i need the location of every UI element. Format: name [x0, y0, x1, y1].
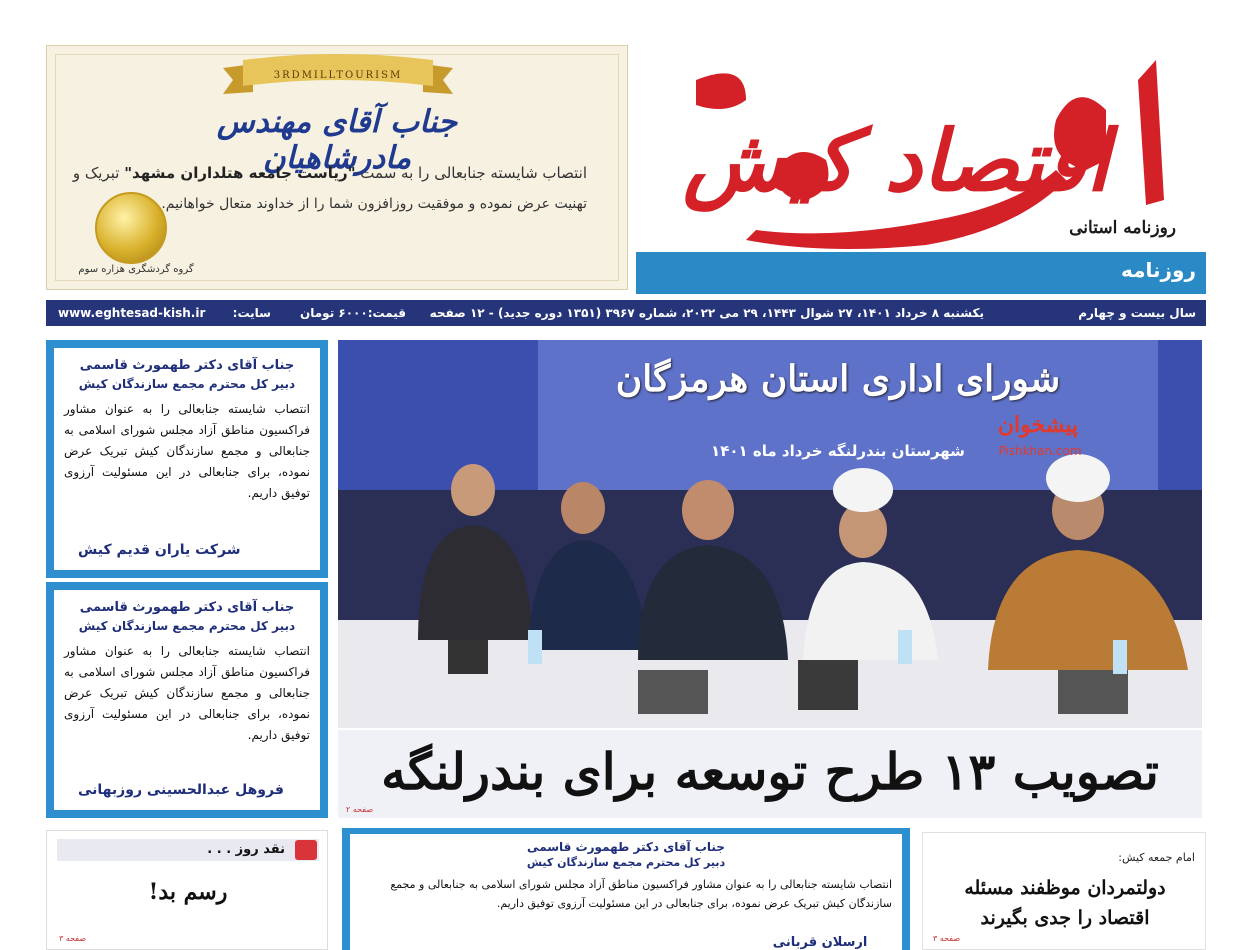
photo-banner-text: شورای اداری استان هرمزگان [615, 358, 1061, 400]
gold-medal-icon [95, 192, 167, 264]
watermark-logo: پیشخوان [997, 412, 1079, 438]
side-ad-2-signature: فروهل عبدالحسینی روزبهانی [78, 782, 284, 798]
side-ad-1-subtitle: دبیر کل محترم مجمع سازندگان کیش [78, 377, 296, 391]
ad-line-1 [67, 164, 587, 182]
issue-info-bar [46, 300, 1206, 326]
imam-headline-line-1: دولتمردان موظفند مسئله [964, 877, 1166, 899]
ad-line-1-pre: انتصاب شایسته جنابعالی را به سمت [360, 164, 587, 182]
imam-headline[interactable] [923, 873, 1207, 933]
imam-page-ref: صفحه ۳ [933, 934, 961, 943]
main-headline[interactable]: تصویب ۱۳ طرح توسعه برای بندرلنگه [338, 728, 1202, 818]
ad-title: جناب آقای مهندس مادرشاهیان [216, 104, 458, 176]
imam-headline-line-2: اقتصاد را جدی بگیرند [980, 907, 1150, 929]
watermark-url: Pishkhan.com [998, 444, 1082, 458]
daily-bar: روزنامه [636, 252, 1206, 294]
center-ad-title: جناب آقای دکتر طهمورث قاسمی [527, 840, 725, 854]
naqd-rooz-label: نقد روز . . . [207, 842, 285, 857]
center-ad-signature: ارسلان قربانی [772, 935, 868, 950]
center-congrats-ad [342, 828, 910, 950]
side-ad-1-card [54, 348, 320, 570]
site-url-link[interactable]: www.eghtesad-kish.ir [58, 306, 206, 320]
ad-line-1-bold: "ریاست جامعه هتلداران مشهد" [124, 164, 356, 182]
naqd-rooz-column[interactable] [46, 830, 328, 950]
center-ad-card [350, 834, 902, 950]
provincial-label: روزنامه استانی [1069, 218, 1176, 238]
logo-text: اقتصاد کیش [682, 111, 1110, 210]
date-issue: یکشنبه ۸ خرداد ۱۴۰۱، ۲۷ شوال ۱۴۴۳، ۲۹ می ۲۰۲۲، شماره ۳۹۶۷ (۱۳۵۱ دوره جدید) - ۱۲ صفحه [429, 306, 984, 320]
column-icon [295, 840, 317, 860]
side-ad-1-signature: شرکت یاران قدیم کیش [78, 542, 241, 558]
side-ad-1 [46, 340, 328, 578]
ribbon-banner [223, 54, 453, 100]
ad-line-1-post: تبریک و [72, 164, 120, 182]
side-ad-2-card [54, 590, 320, 810]
center-ad-subtitle: دبیر کل محترم مجمع سازندگان کیش [526, 856, 726, 869]
site-label: سایت: [232, 306, 271, 320]
photo-banner-subtext: شهرستان بندرلنگه خرداد ماه ۱۴۰۱ [711, 442, 965, 460]
side-ad-1-body: انتصاب شایسته جنابعالی را به عنوان مشاور فراکسیون مناطق آزاد مجلس شورای اسلامی به جنابعالی و مجمع سازندگان کیش تبریک عرض نموده، برای جنابعالی در این مسئولیت آرزوی توفیق داریم. [64, 402, 310, 500]
side-ad-2 [46, 582, 328, 818]
side-ad-1-title: جناب آقای دکتر طهمورث قاسمی [79, 358, 295, 373]
side-ad-2-body: انتصاب شایسته جنابعالی را به عنوان مشاور فراکسیون مناطق آزاد مجلس شورای اسلامی به جنابعالی و مجمع سازندگان کیش تبریک عرض نموده، برای جنابعالی در این مسئولیت آرزوی توفیق داریم. [64, 644, 310, 742]
side-ad-2-title: جناب آقای دکتر طهمورث قاسمی [79, 600, 295, 615]
imam-kicker: امام جمعه کیش: [1118, 851, 1195, 864]
main-page-ref: صفحه ۲ [346, 805, 374, 814]
main-story[interactable] [338, 340, 1202, 818]
imam-story[interactable] [922, 832, 1206, 950]
ribbon-text: 3RDMILLTOURISM [273, 70, 403, 81]
center-ad-body: انتصاب شایسته جنابعالی را به عنوان مشاور فراکسیون مناطق آزاد مجلس شورای اسلامی به جنابعالی و مجمع سازندگان کیش تبریک عرض نموده، برای جنابعالی در این مسئولیت آرزوی توفیق داریم. [390, 878, 892, 910]
top-congrats-ad [46, 45, 628, 290]
naqd-page-ref: صفحه ۳ [59, 934, 87, 943]
naqd-title[interactable]: رسم بد! [148, 879, 228, 905]
masthead [636, 40, 1206, 295]
year-label: سال بیست و چهارم [1078, 306, 1196, 320]
side-ad-2-subtitle: دبیر کل محترم مجمع سازندگان کیش [78, 619, 296, 633]
naqd-rooz-bar [57, 839, 319, 861]
ad-line-2: تهنیت عرض نموده و موفقیت روزافزون شما را از خداوند متعال خواهانیم. [161, 196, 587, 212]
ad-sponsor: گروه گردشگری هزاره سوم [78, 264, 194, 275]
price-label: قیمت:۶۰۰۰ تومان [300, 306, 406, 320]
